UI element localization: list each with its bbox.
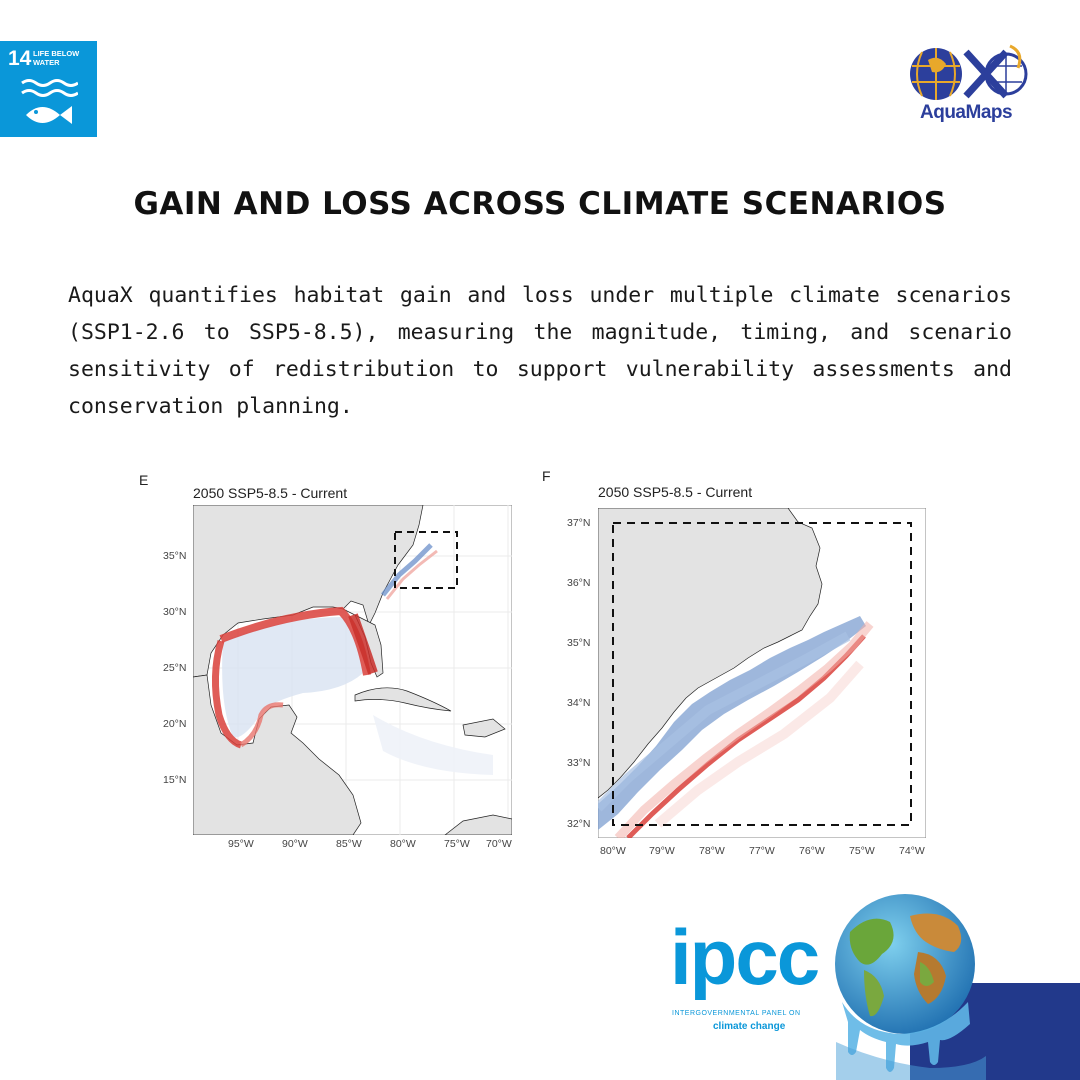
sdg-14-badge — [0, 41, 97, 137]
ipcc-wordmark: ipcc — [670, 913, 819, 1001]
fish-waves-icon — [20, 75, 78, 133]
aquamaps-globe-icon — [906, 44, 1030, 104]
panel-e-ytick: 15°N — [163, 774, 187, 786]
panel-e-xtick: 70°W — [486, 838, 512, 850]
sdg-number: 14 — [8, 47, 32, 70]
panel-f-ytick: 36°N — [567, 577, 591, 589]
panel-f-xtick: 79°W — [649, 845, 675, 857]
panel-e-ytick: 20°N — [163, 718, 187, 730]
panel-e-ytick: 35°N — [163, 550, 187, 562]
panel-f-letter: F — [542, 468, 551, 484]
panel-f-ytick: 35°N — [567, 637, 591, 649]
panel-f-xtick: 76°W — [799, 845, 825, 857]
panel-e-xtick: 85°W — [336, 838, 362, 850]
sdg-title: LIFE BELOW WATER — [33, 49, 80, 67]
panel-f-xtick: 74°W — [899, 845, 925, 857]
panel-e-ytick: 30°N — [163, 606, 187, 618]
ipcc-logo — [670, 913, 820, 1046]
ipcc-tagline: climate change — [713, 1021, 786, 1032]
description-paragraph: AquaX quantifies habitat gain and loss under multiple climate scenarios (SSP1-2.6 to SSP5-8.5), measuring the magnitude, timing, and scenario sensitivity of redistribution to support vulnerability assessments and conservation planning. — [68, 283, 1012, 419]
panel-f-xtick: 75°W — [849, 845, 875, 857]
ipcc-subtitle: INTERGOVERNMENTAL PANEL ON — [672, 1010, 801, 1017]
panel-f-xtick: 80°W — [600, 845, 626, 857]
panel-e-xtick: 95°W — [228, 838, 254, 850]
aquamaps-logo — [906, 44, 1030, 126]
panel-f-xtick: 77°W — [749, 845, 775, 857]
panel-e-ytick: 25°N — [163, 662, 187, 674]
melting-globe-icon — [830, 892, 990, 1080]
map-panel-e — [193, 505, 512, 835]
panel-f-ytick: 33°N — [567, 757, 591, 769]
panel-e-xtick: 90°W — [282, 838, 308, 850]
panel-f-ytick: 34°N — [567, 697, 591, 709]
panel-e-xtick: 80°W — [390, 838, 416, 850]
page-title: GAIN AND LOSS ACROSS CLIMATE SCENARIOS — [133, 186, 947, 222]
panel-e-letter: E — [139, 472, 149, 488]
aquamaps-wordmark: AquaMaps — [920, 102, 1013, 123]
map-panel-f — [598, 508, 926, 838]
panel-e-xtick: 75°W — [444, 838, 470, 850]
panel-f-xtick: 78°W — [699, 845, 725, 857]
panel-f-title: 2050 SSP5-8.5 - Current — [598, 484, 753, 500]
panel-f-ytick: 37°N — [567, 517, 591, 529]
panel-e-title: 2050 SSP5-8.5 - Current — [193, 485, 348, 501]
panel-f-ytick: 32°N — [567, 818, 591, 830]
